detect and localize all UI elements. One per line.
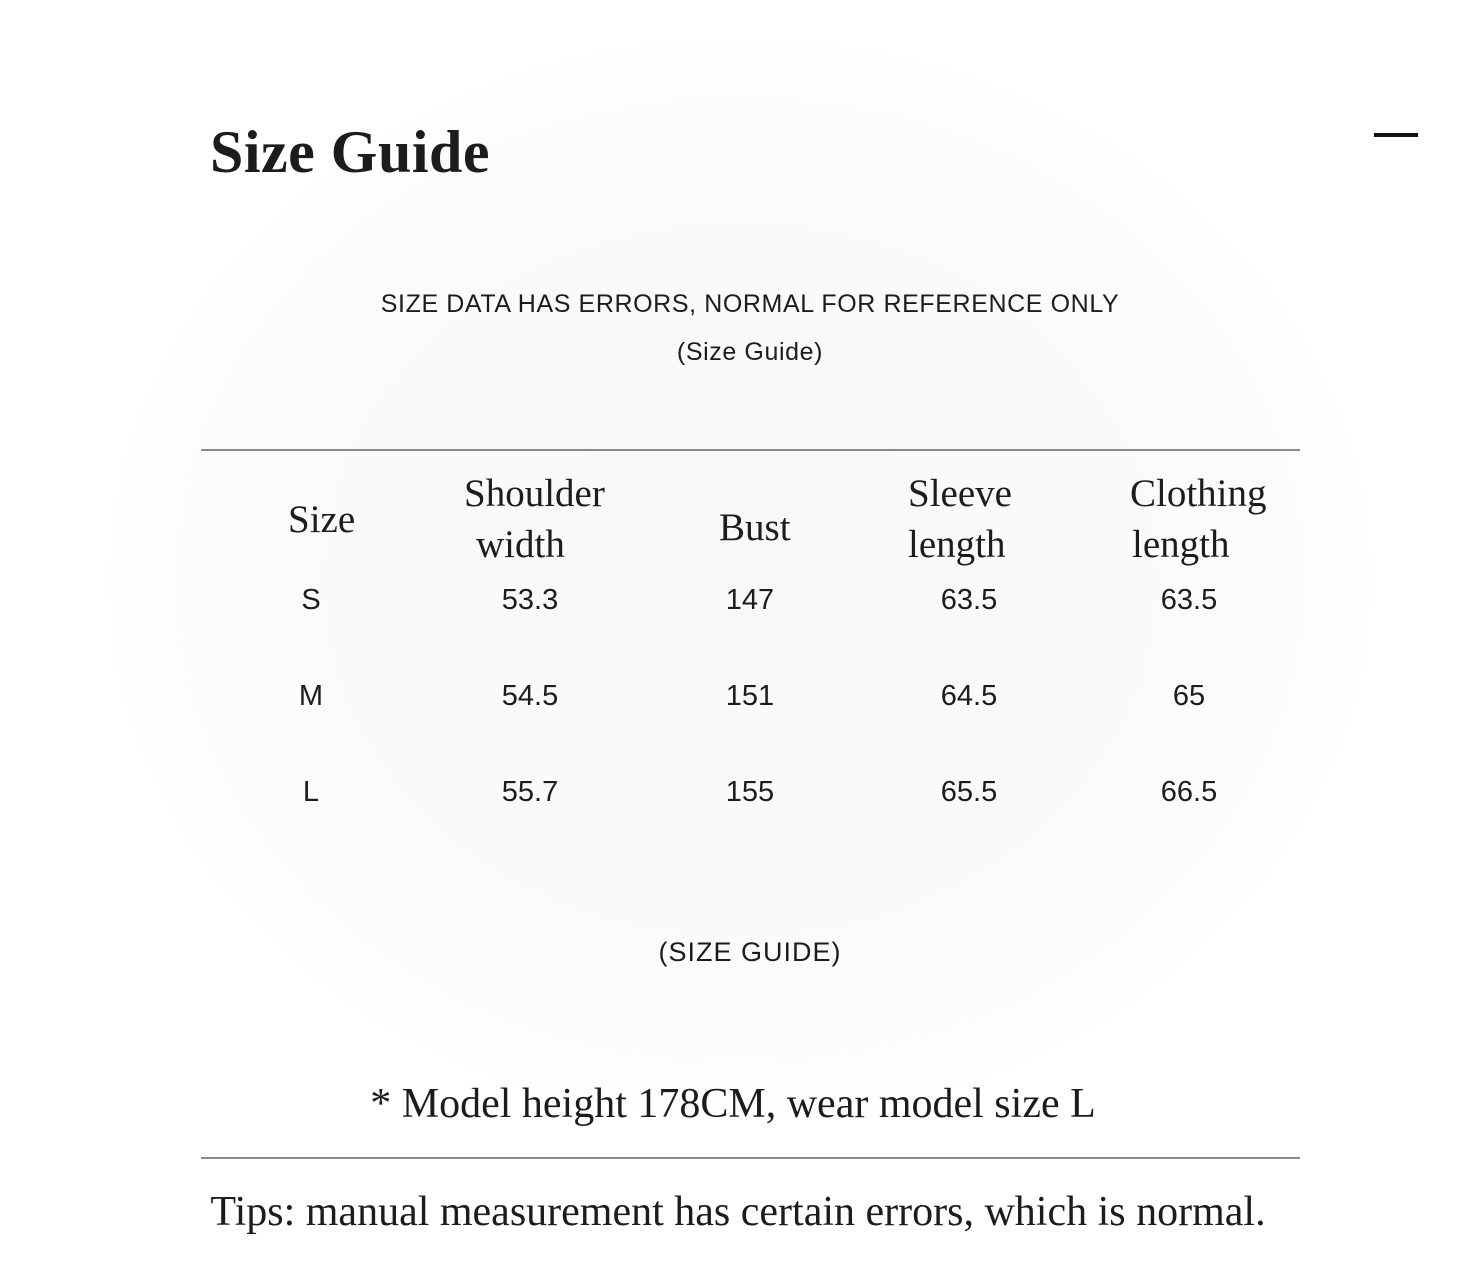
table-cell-sleeve: 64.5 xyxy=(940,680,998,712)
column-header-sleeve-length xyxy=(908,468,1012,570)
column-header-clothing-length xyxy=(1130,468,1267,570)
table-cell-bust: 155 xyxy=(725,776,775,808)
table-cell-size: M xyxy=(298,680,324,712)
measurement-tips: Tips: manual measurement has certain errors, which is normal. xyxy=(210,1189,1266,1235)
table-cell-shoulder: 54.5 xyxy=(501,680,559,712)
minimize-button[interactable] xyxy=(1372,118,1418,148)
column-header-line: Shoulder xyxy=(464,472,605,515)
column-header-line: Clothing xyxy=(1130,472,1267,515)
table-cell-sleeve: 65.5 xyxy=(940,776,998,808)
table-cell-clothing: 65 xyxy=(1172,680,1206,712)
size-guide-subtitle: (Size Guide) xyxy=(676,338,824,366)
table-cell-size: S xyxy=(301,584,321,616)
minus-icon xyxy=(1374,133,1418,137)
divider-bottom xyxy=(201,1157,1300,1159)
table-cell-shoulder: 53.3 xyxy=(501,584,559,616)
column-header-line: Sleeve xyxy=(908,472,1012,515)
table-cell-clothing: 66.5 xyxy=(1160,776,1218,808)
column-header-line: Size xyxy=(288,498,356,541)
table-cell-clothing: 63.5 xyxy=(1160,584,1218,616)
table-cell-bust: 147 xyxy=(725,584,775,616)
table-cell-bust: 151 xyxy=(725,680,775,712)
size-disclaimer: SIZE DATA HAS ERRORS, NORMAL FOR REFERENCE ONLY xyxy=(380,290,1120,318)
table-cell-shoulder: 55.7 xyxy=(501,776,559,808)
page-title: Size Guide xyxy=(210,119,491,185)
column-header-shoulder-width xyxy=(464,468,605,570)
column-header-bust xyxy=(719,502,791,553)
column-header-line: Bust xyxy=(719,506,791,549)
table-cell-sleeve: 63.5 xyxy=(940,584,998,616)
column-header-size xyxy=(288,494,355,545)
column-header-line: length xyxy=(1132,523,1230,566)
divider-top xyxy=(201,449,1300,451)
size-guide-label: (SIZE GUIDE) xyxy=(658,937,842,967)
table-cell-size: L xyxy=(302,776,320,808)
column-header-line: width xyxy=(476,523,565,566)
model-note: * Model height 178CM, wear model size L xyxy=(370,1081,1096,1127)
column-header-line: length xyxy=(908,523,1006,566)
